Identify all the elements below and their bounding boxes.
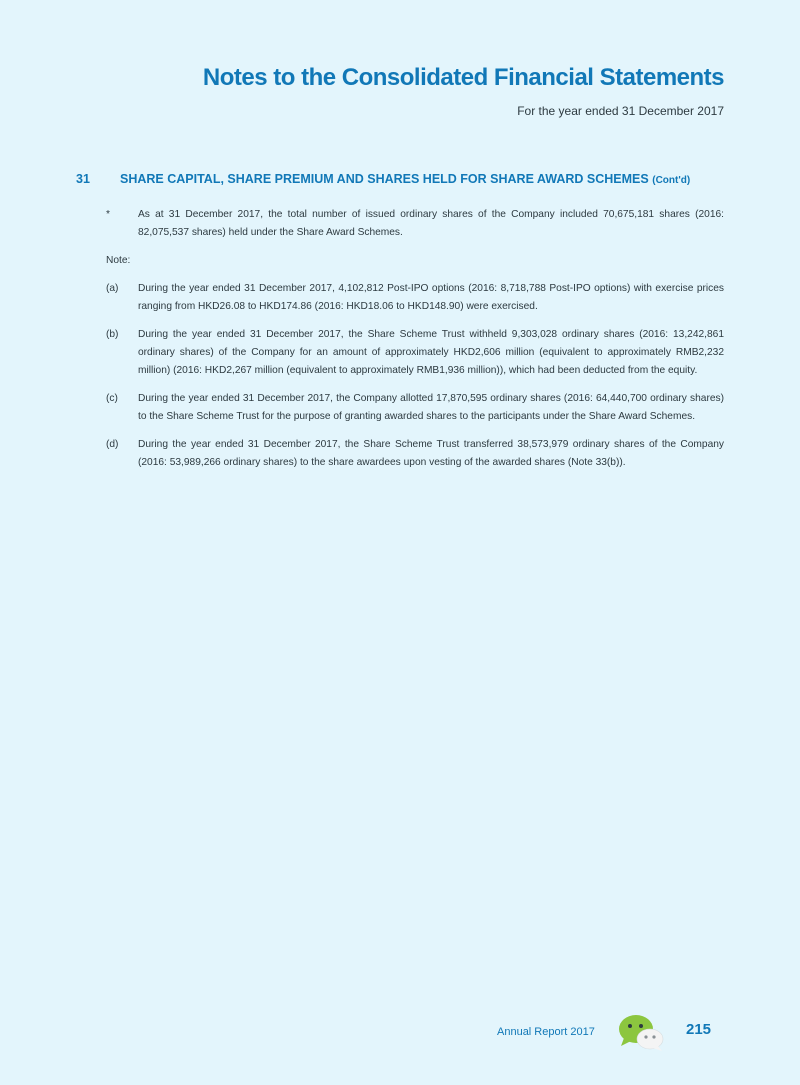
note-text: During the year ended 31 December 2017, the Share Scheme Trust transferred 38,573,979 ordinary shares of the Company (2016: 53,989,266 ordinary shares) to the share awardees upon vesting of the awarded shares (Note 33(b)). (138, 439, 724, 468)
page-subtitle: For the year ended 31 December 2017 (517, 104, 724, 118)
note-marker: (a) (106, 283, 119, 294)
note-item-a (106, 280, 724, 316)
annual-report-label: Annual Report 2017 (497, 1026, 595, 1038)
note-item-b (106, 326, 724, 380)
note-text: During the year ended 31 December 2017, 4,102,812 Post-IPO options (2016: 8,718,788 Post-IPO options) with exercise prices ranging from HKD26.08 to HKD174.86 (2016: HKD18.06 to HKD148.90) were exercised. (138, 283, 724, 312)
note-marker: (c) (106, 393, 118, 404)
note-marker: (d) (106, 439, 119, 450)
section-title: SHARE CAPITAL, SHARE PREMIUM AND SHARES HELD FOR SHARE AWARD SCHEMES (120, 172, 649, 186)
footnote-marker: * (106, 209, 110, 220)
note-item-d (106, 436, 724, 472)
chat-bubbles-logo-icon (616, 1012, 666, 1052)
page-number: 215 (686, 1021, 712, 1038)
note-text: During the year ended 31 December 2017, the Company allotted 17,870,595 ordinary shares (2016: 64,440,700 ordinary shares) to the Share Scheme Trust for the purpose of granting awarded shares to the participants under the Share Award Schemes. (138, 393, 724, 422)
section-contd: (Cont'd) (652, 175, 691, 186)
section-heading (76, 172, 736, 186)
note-label: Note: (106, 255, 131, 266)
section-number: 31 (76, 172, 90, 186)
notes-body (106, 206, 724, 482)
footnote-text: As at 31 December 2017, the total number of issued ordinary shares of the Company included 70,675,181 shares (2016: 82,075,537 shares) held under the Share Award Schemes. (138, 209, 724, 238)
page-title: Notes to the Consolidated Financial Statements (202, 64, 724, 91)
note-text: During the year ended 31 December 2017, the Share Scheme Trust withheld 9,303,028 ordinary shares (2016: 13,242,861 ordinary shares) of the Company for an amount of approximately HKD2,606 million (equivalent to approximately RMB2,232 million) (2016: HKD2,267 million (equivalent to approximately RMB1,936 million)), which had been deducted from the equity. (138, 329, 724, 376)
footnote (106, 206, 724, 242)
note-marker: (b) (106, 329, 119, 340)
note-item-c (106, 390, 724, 426)
